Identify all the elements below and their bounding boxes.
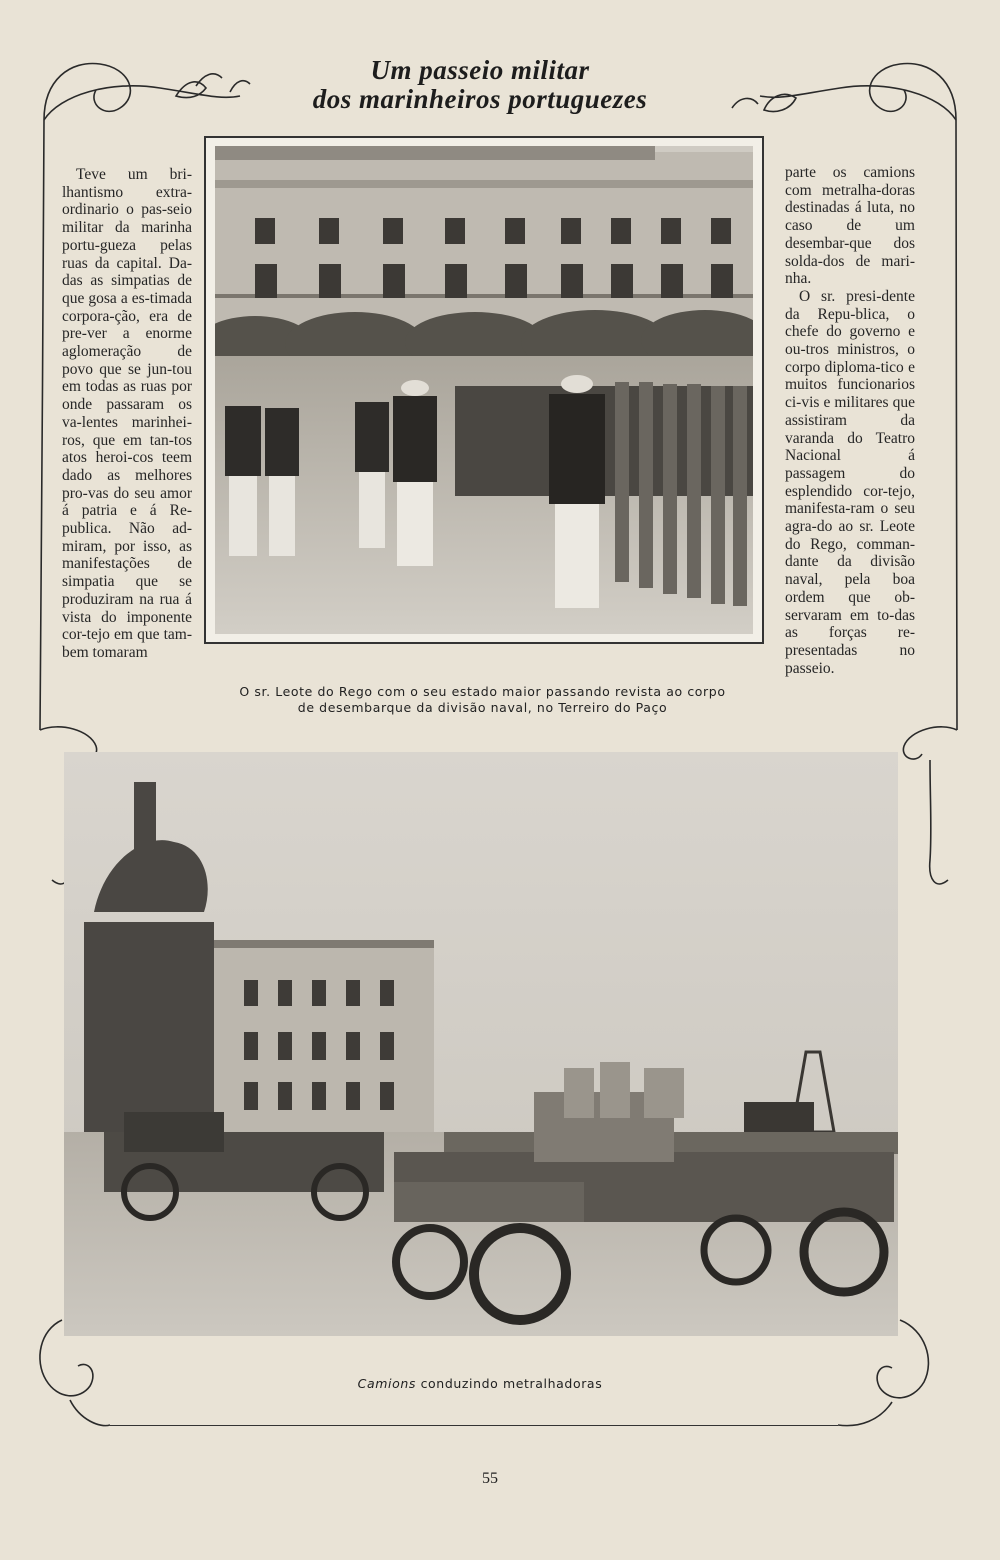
article-title: [240, 56, 720, 114]
right-column-para-1: parte os camions com metralha-doras destinadas á luta, no caso de um desembar-que dos solda-dos de mari-nha.: [785, 164, 915, 288]
photo-trucks-caption: [300, 1376, 660, 1392]
photo-review-troops-image: [215, 146, 753, 634]
caption2-rest: conduzindo metralhadoras: [416, 1376, 603, 1391]
photo-trucks: [64, 752, 898, 1336]
left-text-column: [62, 166, 192, 662]
caption1-line-1: O sr. Leote do Rego com o seu estado maior passando revista ao corpo: [239, 684, 726, 699]
photo-trucks-image: [64, 752, 898, 1336]
photo-review-troops: [204, 136, 764, 644]
page-number: 55: [482, 1470, 498, 1487]
left-column-text: Teve um bri-lhantismo extra-ordinario o pas-seio militar da marinha portu-gueza pelas ruas da capital. Da-das as simpatias de que gosa a es-timada corpora-ção, era de pre-ver a enorme aglomeração de povo que se jun-tou em todas as ruas por onde passaram os va-lentes marinhei-ros, que em tan-tos atos heroi-cos teem dado as melhores pro-vas do seu amor á patria e á Re-publica. Não ad-miram, por isso, as manifestações de simpatia que se produziram na rua á vista do imponente cor-tejo em que tam-bem tomaram: [62, 166, 192, 661]
caption2-italic: Camions: [357, 1376, 416, 1391]
title-line-2: dos marinheiros portuguezes: [312, 84, 648, 114]
bottom-rule: [110, 1425, 838, 1426]
title-line-1: Um passeio militar: [370, 55, 590, 85]
right-column-para-2: O sr. presi-dente da Repu-blica, o chefe do governo e ou-tros ministros, o corpo diploma-tico e muitos funcionarios ci-vis e militares que assistiram da varanda do Teatro Nacional á passagem do esplendido cor-tejo, manifesta-ram o seu agra-do ao sr. Leote do Rego, comman-dante da divisão naval, pela boa ordem que ob-servaram em to-das as forças re-presentadas no passeio.: [785, 287, 915, 677]
photo-review-caption: [205, 684, 760, 716]
right-text-column: [785, 164, 915, 677]
caption1-line-2: de desembarque da divisão naval, no Terreiro do Paço: [297, 700, 668, 715]
